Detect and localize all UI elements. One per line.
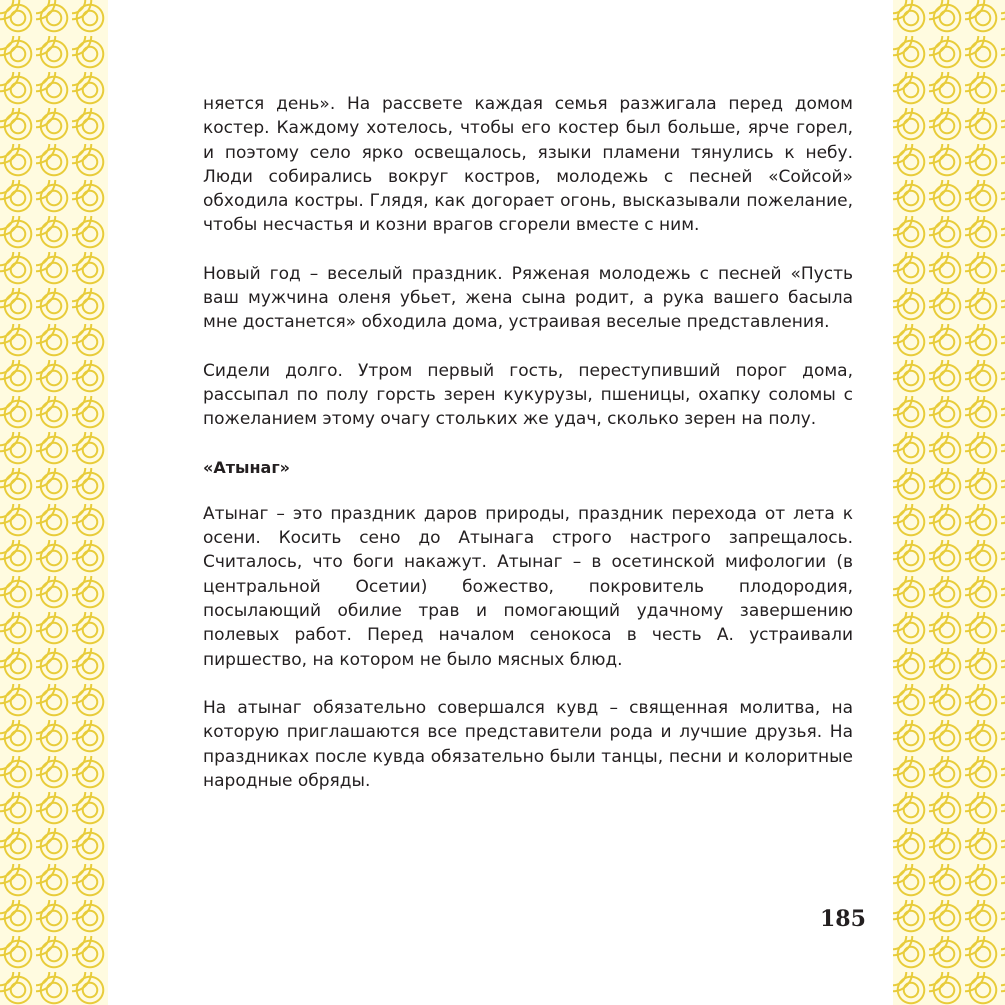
ornamental-border-right — [893, 0, 1005, 1005]
paragraph: няется день». На рассвете каждая семья разжигала перед домом костер. Каждому хотелось, чтобы его костер был больше, ярче горел, и поэтому село ярко освещалось, языки пламени тянулись к небу. Люди собирались вокруг костров, молодежь с песней «Сойсой» обходила костры. Глядя, как догорает огонь, высказывали пожелание, чтобы несчастья и козни врагов сгорели вместе с ним. — [203, 94, 853, 236]
page-text-column — [203, 92, 853, 817]
page-number: 185 — [820, 906, 866, 932]
ornamental-border-left — [0, 0, 108, 1005]
paragraph: Новый год – веселый праздник. Ряженая молодежь с песней «Пусть ваш мужчина оленя убьет, жена сына родит, а рука вашего басыла мне достанется» обходила дома, устраивая веселые представления. — [203, 263, 853, 333]
section-heading: «Атынаг» — [203, 457, 291, 477]
paragraph: На атынаг обязательно совершался кувд – священная молитва, на которую приглашаются все представители рода и лучшие друзья. На праздниках после кувда обязательно были танцы, песни и колоритные народные обряды. — [203, 697, 853, 791]
paragraph: Сидели долго. Утром первый гость, переступивший порог дома, рассыпал по полу горсть зерен кукурузы, пшеницы, охапку соломы с пожеланием этому очагу стольких же удач, сколько зерен на полу. — [203, 360, 853, 430]
paragraph: Атынаг – это праздник даров природы, праздник перехода от лета к осени. Косить сено до Атынага строго настрого запрещалось. Считалось, что боги накажут. Атынаг – в осетинской мифологии (в центральной Осетии) божество, покровитель плодородия, посылающий обилие трав и помогающий удачному завершению полевых работ. Перед началом сенокоса в честь А. устраивали пиршество, на котором не было мясных блюд. — [203, 503, 853, 670]
